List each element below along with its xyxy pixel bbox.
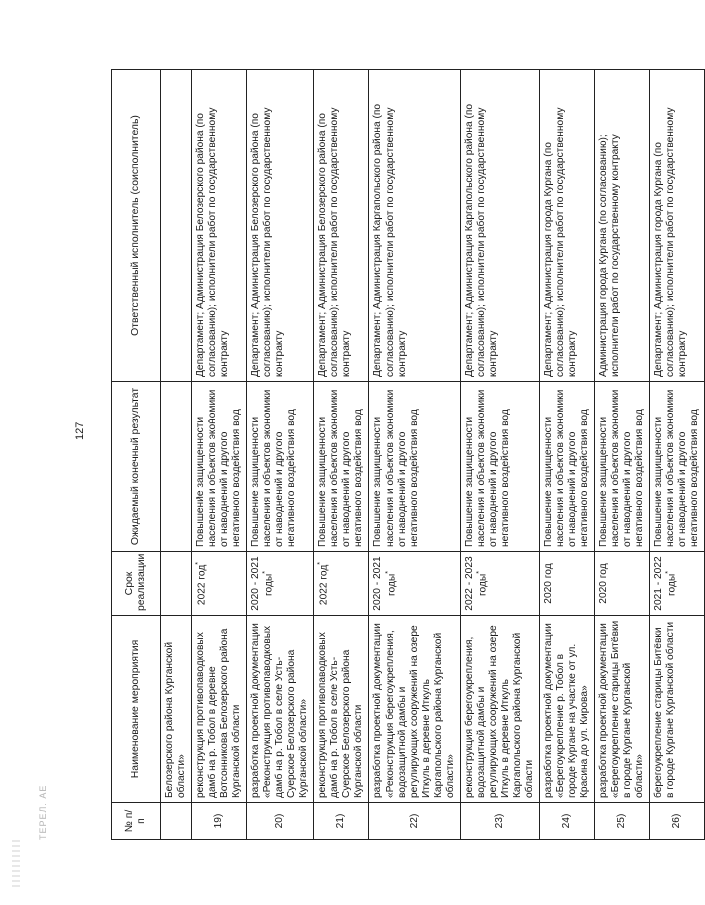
implementation-term: 2020 год (595, 552, 650, 616)
responsible-executor: Департамент; Администрация города Кургана (по согласованию); исполнители работ по государственному контракту (539, 70, 594, 382)
row-number: 24) (539, 803, 594, 840)
row-number: 26) (650, 803, 705, 840)
row-number: 19) (192, 803, 247, 840)
responsible-executor: Департамент; Администрация города Кургана (по согласованию); исполнители работ по государственному контракту (650, 70, 705, 382)
expected-result: Повышение защищенности населения и объектов экономики от наводнений и другого негативного воздействия вод (539, 382, 594, 552)
table-cell (161, 552, 192, 616)
table-cell (161, 803, 192, 840)
continuation-text: Белозерского района Курганской области» (161, 616, 192, 803)
header-num: № п/п (112, 803, 161, 840)
header-result: Ожидаемый конечный результат (112, 382, 161, 552)
table-header-row (112, 70, 161, 840)
expected-result: Повышение защищенности населения и объектов экономики от наводнений и другого негативного воздействия вод (650, 382, 705, 552)
footnote-mark: * (262, 571, 270, 574)
responsible-executor: Администрация города Кургана (по согласованию); исполнители работ по государственному контракту (595, 70, 650, 382)
continuation-row (161, 70, 192, 840)
measure-name: реконструкция берегоукрепления, водозащитной дамбы и регулирующих сооружений на озере Иткуль в деревне Иткуль Каргапольского района Курганской области (460, 616, 539, 803)
measure-name: реконструкция противопаводковых дамб на р. Тобол в селе Усть-Суерское Белозерского района Курганской области (314, 616, 369, 803)
implementation-term: 2020 - 2021 годы* (247, 552, 314, 616)
implementation-term: 2022 год* (314, 552, 369, 616)
expected-result: Повышение защищенности населения и объектов экономики от наводнений и другого негативного воздействия вод (595, 382, 650, 552)
measure-name: разработка проектной документации «Реконструкция противопаводковых дамб на р. Тобол в селе Усть-Суерское Белозерского района Курганской области» (247, 616, 314, 803)
scan-smudge (12, 840, 20, 888)
implementation-term: 2022 год* (192, 552, 247, 616)
measure-name: разработка проектной документации «Берегоукрепление старицы Битёвки в городе Кургане Курганской области» (595, 616, 650, 803)
rotated-table-wrapper (111, 70, 701, 840)
header-term: Срок реализации (112, 552, 161, 616)
header-name: Наименование мероприятия (112, 616, 161, 803)
expected-result: Повышение защищенности населения и объектов экономики от наводнений и другого негативного воздействия вод (460, 382, 539, 552)
scan-stamp: ТЕРЕЛ. АЕ (38, 784, 48, 840)
responsible-executor: Департамент; Администрация Белозерского района (по согласованию); исполнители работ по государственному контракту (247, 70, 314, 382)
table-cell (161, 70, 192, 382)
responsible-executor: Департамент; Администрация Каргапольского района (по согласованию); исполнители работ по государственному контракту (369, 70, 460, 382)
measure-name: берегоукрепление старицы Битёвки в городе Кургане Курганской области (650, 616, 705, 803)
footnote-mark: * (195, 561, 203, 565)
footnote-mark: * (317, 561, 325, 565)
table-row (650, 70, 705, 840)
footnote-mark: * (665, 571, 673, 574)
measure-name: разработка проектной документации «Берегоукрепление р. Тобол в городе Кургане на участке от ул. Красина до ул. Кирова» (539, 616, 594, 803)
implementation-term: 2021 - 2022 годы* (650, 552, 705, 616)
expected-result: Повышение защищенности населения и объектов экономики от наводнений и другого негативного воздействия вод (247, 382, 314, 552)
table-row (595, 70, 650, 840)
table-row (314, 70, 369, 840)
implementation-term: 2020 год (539, 552, 594, 616)
table-cell (161, 382, 192, 552)
footnote-mark: * (475, 571, 483, 574)
expected-result: Повышение защищенности населения и объектов экономики от наводнений и другого негативного воздействия вод (369, 382, 460, 552)
header-responsible: Ответственный исполнитель (соисполнитель) (112, 70, 161, 382)
page-number: 127 (74, 421, 86, 440)
footnote-mark: * (384, 571, 392, 574)
implementation-term: 2020 - 2021 годы* (369, 552, 460, 616)
measure-name: разработка проектной документации «Реконструкция берегоукрепления, водозащитной дамбы и регулирующих сооружений на озере Иткуль в деревне Иткуль Каргапольского района Курганской области» (369, 616, 460, 803)
responsible-executor: Департамент; Администрация Каргапольского района (по согласованию); исполнители работ по государственному контракту (460, 70, 539, 382)
table-row (192, 70, 247, 840)
expected-result: Повышение защищенности населения и объектов экономики от наводнений и другого негативного воздействия вод (192, 382, 247, 552)
measure-name: реконструкция противопаводковых дамб на р. Тобол в деревне Вотсонникова Белозерского района Курганской области (192, 616, 247, 803)
row-number: 21) (314, 803, 369, 840)
measures-table (111, 69, 705, 840)
table-row (369, 70, 460, 840)
table-row (539, 70, 594, 840)
responsible-executor: Департамент; Администрация Белозерского района (по согласованию); исполнители работ по государственному контракту (192, 70, 247, 382)
row-number: 25) (595, 803, 650, 840)
table-row (247, 70, 314, 840)
row-number: 23) (460, 803, 539, 840)
responsible-executor: Департамент; Администрация Белозерского района (по согласованию); исполнители работ по государственному контракту (314, 70, 369, 382)
implementation-term: 2022 - 2023 годы* (460, 552, 539, 616)
expected-result: Повышение защищенности населения и объектов экономики от наводнений и другого негативного воздействия вод (314, 382, 369, 552)
row-number: 20) (247, 803, 314, 840)
table-row (460, 70, 539, 840)
row-number: 22) (369, 803, 460, 840)
